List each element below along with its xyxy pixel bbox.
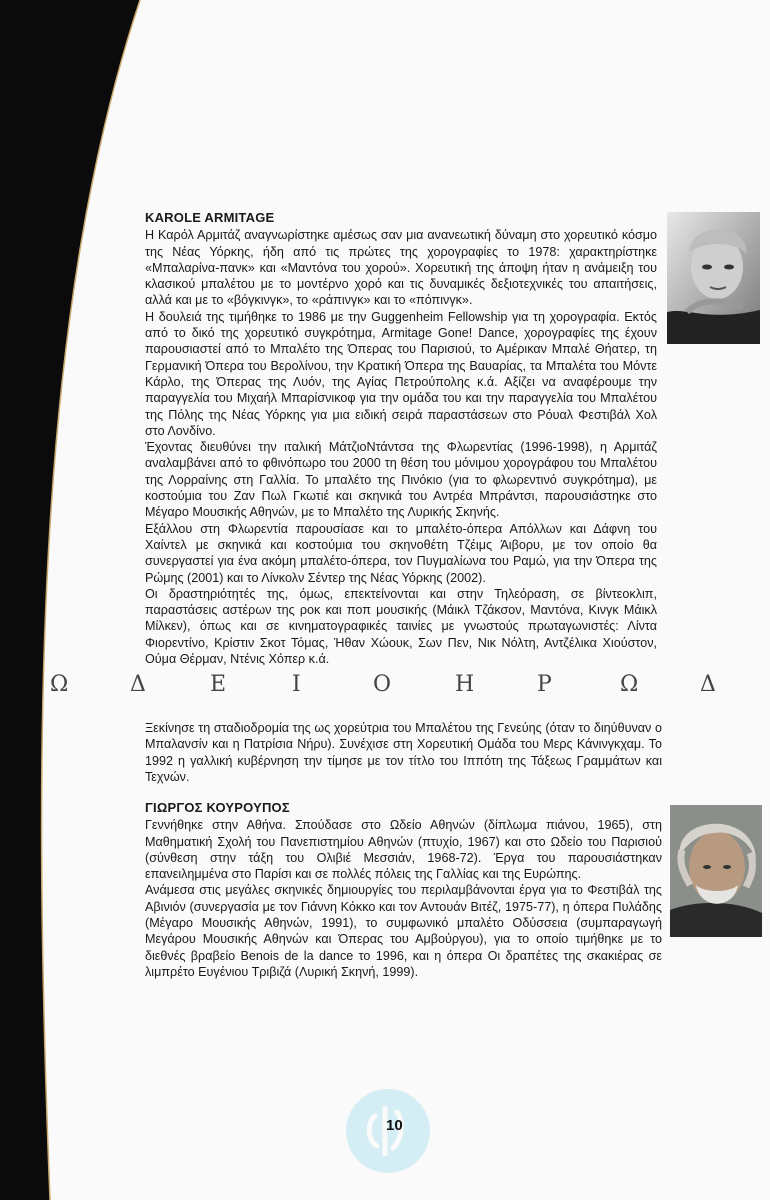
banner-letter: Ρ bbox=[537, 672, 552, 697]
banner-letter: Ι bbox=[292, 672, 301, 697]
banner-letter: Δ bbox=[130, 672, 146, 697]
armitage-portrait bbox=[667, 212, 760, 344]
page-number: 10 bbox=[386, 1117, 403, 1134]
banner-letter: Ο bbox=[373, 672, 392, 697]
banner-letter: Ω bbox=[50, 672, 69, 697]
banner-letter: Ω bbox=[620, 672, 639, 697]
kouroupos-paragraph-2: Ανάμεσα στις μεγάλες σκηνικές δημιουργίες του περιλαμβάνονται έργα για το Φεστιβάλ της Αβινιόν (συνεργασία με τον Γιάννη Κόκκο και τον Αντουάν Βιτέζ, 1975-77), η όπερα Πυλάδης (Μέγαρο Μουσικής Αθηνών, 1991), το συμφωνικό μπαλέτο Οδύσσεια (συμπαραγωγή Μεγάρου Μουσικής Αθηνών και Όπερας του Αμβούργου), για το οποίο τιμήθηκε με το διεθνές βραβείο Benois de la dance το 1996, και η όπερα Οι δραπέτες της σκακιέρας σε λιμπρέτο Ευγένιου Τριβιζά (Λυρική Σκηνή, 1999). bbox=[145, 883, 662, 979]
armitage-paragraph-5: Οι δραστηριότητές της, όμως, επεκτείνονται και στην Τηλεόραση, σε βίντεοκλιπ, παραστάσεις αστέρων της ροκ και ποπ μουσικής (Μάικλ Τζάκσον, Μαντόνα, Κινγκ Μάικλ Μίλκεν), όπως και σε κινηματογραφικές ταινίες με γνωστούς πρωταγωνιστές: Λίντα Φιορεντίνο, Κρίστιν Σκοτ Τόμας, Ήθαν Χώουκ, Σων Πεν, Νικ Νόλτη, Αντζέλικα Χιούστον, Ούμα Θέρμαν, Ντένις Χόπερ κ.ά. bbox=[145, 586, 657, 667]
armitage-section bbox=[145, 210, 657, 667]
banner-letter: Ε bbox=[210, 672, 227, 697]
armitage-paragraph-3: Έχοντας διευθύνει την ιταλική ΜάτζιοΝτάντσα της Φλωρεντίας (1996-1998), η Αρμιτάζ αναλαμβάνει από το φθινόπωρο του 2000 τη θέση του μόνιμου χορογράφου του Μπαλέτου της Λορραίνης στη Γαλλία. Το μπαλέτο της Πινόκιο (για το φλωρεντινό συγκρότημα), με κοστούμια του Ζαν Πωλ Γκωτιέ και σκηνικά του Αντρέα Μπράντσι, παρουσιάστηκε στο Μέγαρο Μουσικής Αθηνών, με το Μπαλέτο της Λυρικής Σκηνής. bbox=[145, 440, 657, 520]
banner-letter: Η bbox=[455, 672, 475, 697]
kouroupos-portrait bbox=[670, 805, 762, 937]
continuation-paragraph: Ξεκίνησε τη σταδιοδρομία της ως χορεύτρια του Μπαλέτου της Γενεύης (όταν το διηύθυναν ο Μπαλανσίν και η Πατρίσια Νήρυ). Συνέχισε στη Χορευτική Ομάδα του Μερς Κάνινγκχαμ. Το 1992 η γαλλική κυβέρνηση την τίμησε με τον τίτλο του Ιππότη της Τάξεως Γραμμάτων και Τεχνών. bbox=[145, 721, 662, 784]
armitage-heading: KAROLE ARMITAGE bbox=[145, 210, 275, 225]
kouroupos-heading: ΓΙΩΡΓΟΣ ΚΟΥΡΟΥΠΟΣ bbox=[145, 800, 290, 815]
armitage-paragraph-4: Εξάλλου στη Φλωρεντία παρουσίασε και το μπαλέτο-όπερα Απόλλων και Δάφνη του Χαίντελ με σκηνικά και κοστούμια του σκηνοθέτη Τζέιμς Άιβορυ, με τον οποίο θα συνεργαστεί για ένα ακόμη μπαλέτο-όπερα, τον Πυγμαλίωνα του Ραμώ, για την Όπερα της Ρώμης (2001) και το Λίνκολν Σέντερ της Νέας Υόρκης (2002). bbox=[145, 521, 657, 585]
armitage-paragraph-1: Η Καρόλ Αρμιτάζ αναγνωρίστηκε αμέσως σαν μια ανανεωτική δύναμη στο χορευτικό κόσμο της Νέας Υόρκης, ήδη από τις πρώτες της χορογραφίες το 1978: χαρακτηρίστηκε «Μπαλαρίνα-πανκ» και «Μαντόνα του χορού». Χορευτική της άποψη ήταν η ανάμειξη του κλασικού μπαλέτου με το μοντέρνο χορό και τις δυναμικές δεξιοτεχνικές του απαιτήσεις, αλλά και με το «βόγκινγκ», το «ράπινγκ» και το «πόπινγκ». bbox=[145, 228, 657, 308]
kouroupos-paragraph-1: Γεννήθηκε στην Αθήνα. Σπούδασε στο Ωδείο Αθηνών (δίπλωμα πιάνου, 1965), στη Μαθηματική Σχολή του Πανεπιστημίου Αθηνών (πτυχίο, 1967) και στο Ωδείο του Παρισιού (σύνθεση στην τάξη του Ολιβιέ Μεσσιάν, 1968-72). Έργα του παρουσιάστηκαν επανειλημμένα στο Παρίσι και σε πολλές πόλεις της Γαλλίας και της Ευρώπης. bbox=[145, 818, 662, 882]
armitage-paragraph-2: Η δουλειά της τιμήθηκε το 1986 με την Guggenheim Fellowship για τη χορογραφία. Εκτός από το δικό της χορευτικό συγκρότημα, Armitage Gone! Dance, χορογραφίες της έχουν παρουσιαστεί από το Μπαλέτο της Όπερας του Παρισιού, το Αμέρικαν Μπαλέ Θήατερ, τη Γερμανική Όπερα του Βερολίνου, την Κρατική Όπερα της Βαυαρίας, τα Μπαλέτα του Μόντε Κάρλο, της Όπερας της Λυόν, της Αγίας Πετρούπολης κ.ά. Αξίζει να αναφέρουμε την παραγγελία του Μιχαήλ Μπαρίσνικοφ για την ομάδα του και την παραγγελία του Μπαλέτου της Πόλης της Νέας Υόρκης για μια ειδική σειρά παραστάσεων στο Ρόυαλ Φεστιβάλ Χολ στο Λονδίνο. bbox=[145, 309, 657, 438]
letter-banner bbox=[0, 672, 770, 710]
continuation-section bbox=[145, 720, 662, 785]
banner-letter: Δ bbox=[700, 672, 716, 697]
kouroupos-section bbox=[145, 800, 662, 980]
